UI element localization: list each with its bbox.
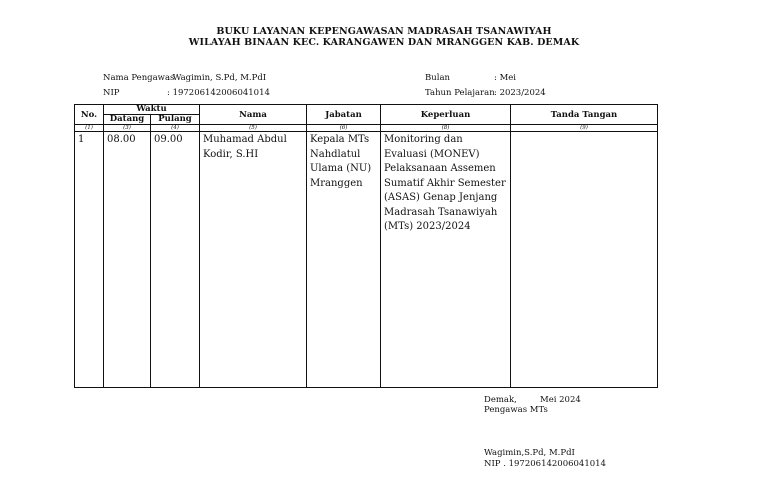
bulan-label: Bulan xyxy=(425,73,450,83)
row-datang: 08.00 xyxy=(104,132,151,388)
col-number: (5) xyxy=(200,125,307,132)
row-pulang: 09.00 xyxy=(151,132,200,388)
service-log-table xyxy=(74,104,658,388)
header-tanda-tangan: Tanda Tangan xyxy=(511,105,658,125)
nip-label: NIP xyxy=(103,88,120,98)
footer-role: Pengawas MTs xyxy=(484,405,548,415)
header-no: No. xyxy=(75,105,104,125)
table-row xyxy=(75,132,658,388)
header-keperluan: Keperluan xyxy=(381,105,511,125)
col-number: (3) xyxy=(104,125,151,132)
header-nama: Nama xyxy=(200,105,307,125)
header-waktu: Waktu xyxy=(104,105,200,115)
nama-pengawas-value: : Wagimin, S.Pd, M.PdI xyxy=(167,73,267,83)
header-datang: Datang xyxy=(104,115,151,125)
document-subtitle: WILAYAH BINAAN KEC. KARANGAWEN DAN MRANGGEN KAB. DEMAK xyxy=(188,37,580,48)
document-title: BUKU LAYANAN KEPENGAWASAN MADRASAH TSANAWIYAH xyxy=(216,26,552,37)
nama-pengawas-label: Nama Pengawas xyxy=(103,73,175,83)
col-number: (6) xyxy=(307,125,381,132)
footer-place: Demak, xyxy=(484,395,517,405)
footer-date: Mei 2024 xyxy=(540,395,581,405)
header-pulang: Pulang xyxy=(151,115,200,125)
col-number: (9) xyxy=(511,125,658,132)
row-tanda-tangan xyxy=(511,132,658,388)
tahun-pelajaran-value: : 2023/2024 xyxy=(494,88,546,98)
signatory-name: Wagimin,S.Pd, M.PdI xyxy=(484,448,575,458)
row-jabatan: Kepala MTs Nahdlatul Ulama (NU) Mranggen xyxy=(307,132,381,388)
nip-value: : 197206142006041014 xyxy=(167,88,270,98)
col-number: (8) xyxy=(381,125,511,132)
row-no: 1 xyxy=(75,132,104,388)
tahun-pelajaran-label: Tahun Pelajaran xyxy=(425,88,495,98)
col-number: (1) xyxy=(75,125,104,132)
signatory-nip: NIP . 197206142006041014 xyxy=(484,459,606,469)
row-keperluan: Monitoring dan Evaluasi (MONEV) Pelaksanaan Assemen Sumatif Akhir Semester (ASAS) Genap Jenjang Madrasah Tsanawiyah (MTs) 2023/2024 xyxy=(381,132,511,388)
row-nama: Muhamad Abdul Kodir, S.HI xyxy=(200,132,307,388)
bulan-value: : Mei xyxy=(494,73,517,83)
col-number: (4) xyxy=(151,125,200,132)
header-jabatan: Jabatan xyxy=(307,105,381,125)
